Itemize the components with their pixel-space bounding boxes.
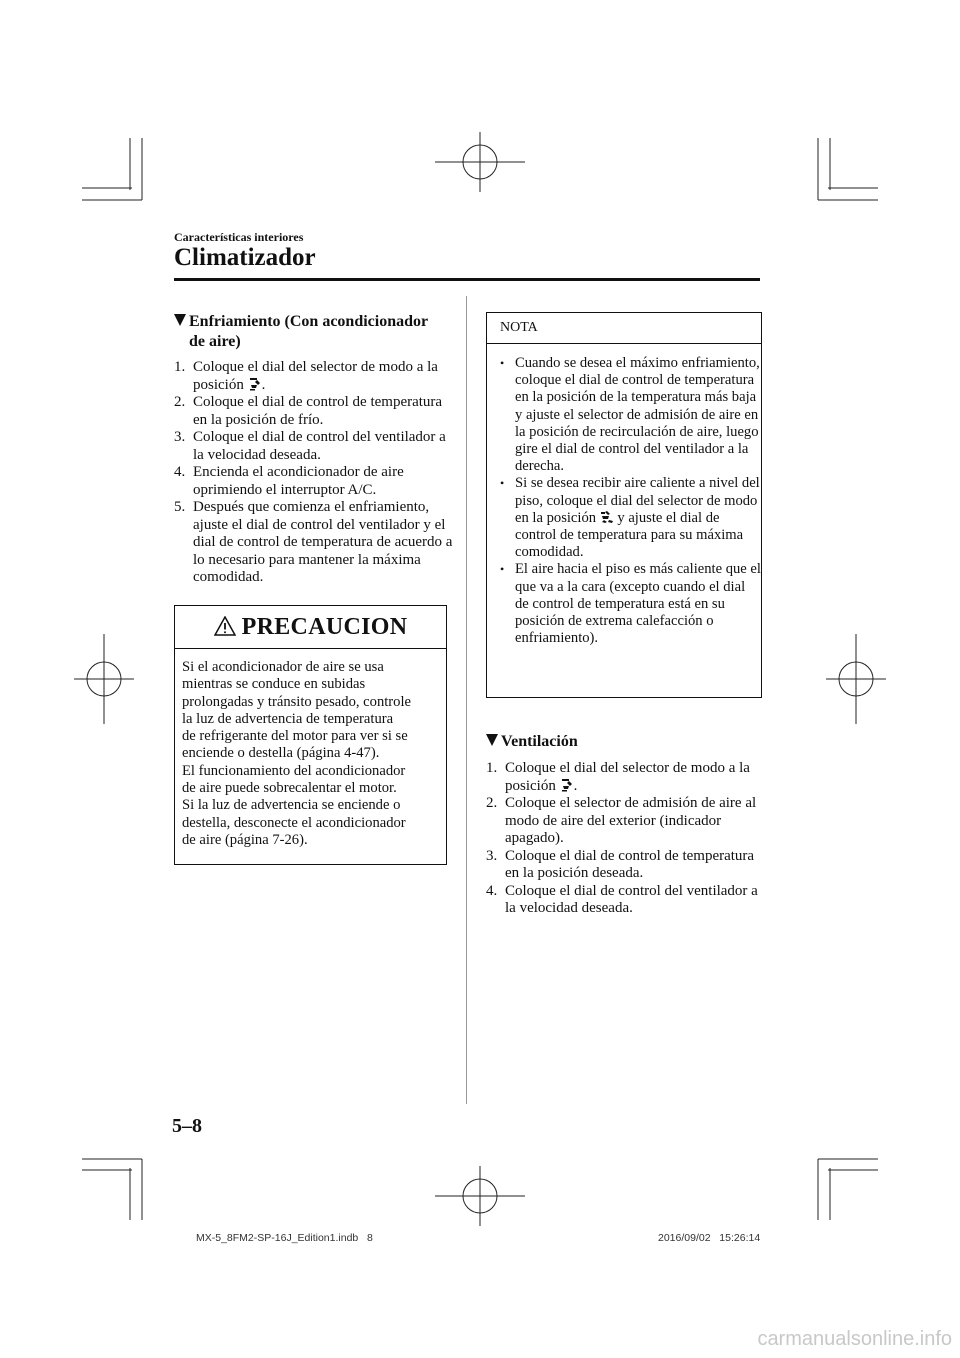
caution-line: prolongadas y tránsito pesado, controle (182, 693, 411, 710)
warning-triangle-icon (214, 616, 236, 636)
step-text-end: . (573, 777, 578, 794)
step-text: Coloque el dial de control del ventilador a la velocidad deseada. (505, 882, 758, 916)
caution-line: Si el acondicionador de aire se usa (182, 659, 384, 675)
caution-line: de aire puede sobrecalentar el motor. (182, 780, 397, 797)
watermark: carmanualsonline.info (757, 1328, 952, 1350)
bullet-icon: • (500, 562, 505, 577)
caution-line: destella, desconecte el acondicionador (182, 814, 406, 831)
step-number: 2. (174, 394, 186, 410)
list-item (174, 394, 456, 429)
ventilation-steps (486, 760, 762, 918)
step-text-end: . (261, 376, 266, 393)
caution-text (182, 659, 444, 849)
page-title: Climatizador (174, 244, 316, 271)
step-text: Encienda el acondicionador de aire oprimiendo el interruptor A/C. (193, 464, 404, 498)
list-item (486, 795, 762, 848)
title-rule (174, 278, 760, 281)
triangle-marker-icon (174, 314, 186, 326)
face-vent-icon (248, 377, 262, 391)
caution-line: la luz de advertencia de temperatura (182, 710, 394, 727)
step-number: 1. (174, 359, 186, 375)
bi-level-icon (600, 510, 614, 524)
page-number: 5–8 (172, 1115, 202, 1137)
caution-title: PRECAUCION (241, 613, 408, 640)
note-header (487, 313, 761, 344)
bullet-icon: • (500, 476, 505, 491)
cooling-heading-line2: de aire) (189, 333, 241, 350)
note-text: El aire hacia el piso es más caliente que el que va a la cara (excepto cuando el dial de control de temperatura está en su posición de extrema calefacción o enfriamiento). (515, 561, 761, 647)
caution-header (175, 606, 446, 649)
step-number: 1. (486, 760, 498, 776)
note-box (486, 312, 762, 698)
caution-line: El funcionamiento del acondicionador (182, 762, 406, 779)
caution-box (174, 605, 447, 865)
section-breadcrumb: Características interiores (174, 230, 304, 244)
note-title: NOTA (500, 320, 538, 335)
list-item (174, 464, 456, 499)
step-number: 2. (486, 795, 498, 811)
footer-timestamp: 2016/09/02 15:26:14 (658, 1232, 761, 1244)
step-number: 3. (486, 847, 498, 864)
cooling-heading-line1: Enfriamiento (Con acondicionador (189, 313, 429, 330)
note-items (500, 355, 762, 647)
step-number: 4. (486, 882, 498, 899)
step-text: Coloque el dial del selector de modo a la posición (505, 760, 750, 794)
cooling-steps (174, 359, 456, 587)
footer-file: MX-5_8FM2-SP-16J_Edition1.indb 8 (196, 1232, 373, 1244)
note-text: Cuando se desea el máximo enfriamiento, coloque el dial de control de temperatura en la posición de la temperatura más baja y ajuste el selector de admisión de aire en la posición de recirculación de aire, luego gire el dial de control del ventilador a la derecha. (515, 355, 760, 475)
face-vent-icon (560, 778, 574, 792)
list-item (174, 499, 456, 587)
step-text: Después que comienza el enfriamiento, ajuste el dial de control del ventilador y el dial de control de temperatura de acuerdo a lo necesario para mantener la máxima comodidad. (193, 499, 453, 585)
list-item (500, 355, 762, 475)
caution-line: de aire (página 7-26). (182, 831, 308, 848)
list-item (174, 429, 456, 464)
step-text: Coloque el dial de control de temperatura en la posición deseada. (505, 847, 755, 881)
step-text: Coloque el dial de control de temperatura en la posición de frío. (193, 394, 443, 428)
caution-line: Si la luz de advertencia se enciende o (182, 797, 401, 814)
note-text-end: y ajuste el dial de control de temperatura para su máxima comodidad. (515, 509, 744, 561)
cooling-heading (174, 312, 454, 352)
ventilation-heading (486, 732, 578, 752)
note-text: Si se desea recibir aire caliente a nivel del piso, coloque el dial del selector de modo en la posición (515, 475, 760, 526)
step-text: Coloque el dial del selector de modo a la posición (193, 359, 438, 393)
step-number: 5. (174, 499, 186, 515)
caution-line: enciende o destella (página 4-47). (182, 745, 380, 762)
column-divider (466, 296, 467, 1104)
list-item (500, 561, 762, 647)
step-number: 3. (174, 429, 186, 445)
caution-line: mientras se conduce en subidas (182, 676, 366, 693)
list-item (486, 760, 762, 795)
triangle-marker-icon (486, 734, 498, 746)
list-item (174, 359, 456, 394)
step-text: Coloque el selector de admisión de aire al modo de aire del exterior (indicador apagado). (505, 795, 757, 846)
bullet-icon: • (500, 356, 505, 370)
step-text: Coloque el dial de control del ventilador a la velocidad deseada. (193, 429, 446, 463)
step-number: 4. (174, 464, 186, 480)
ventilation-heading-text: Ventilación (501, 733, 578, 750)
list-item (486, 848, 762, 883)
list-item (500, 475, 762, 561)
caution-line: de refrigerante del motor para ver si se (182, 728, 408, 745)
list-item (486, 883, 762, 918)
